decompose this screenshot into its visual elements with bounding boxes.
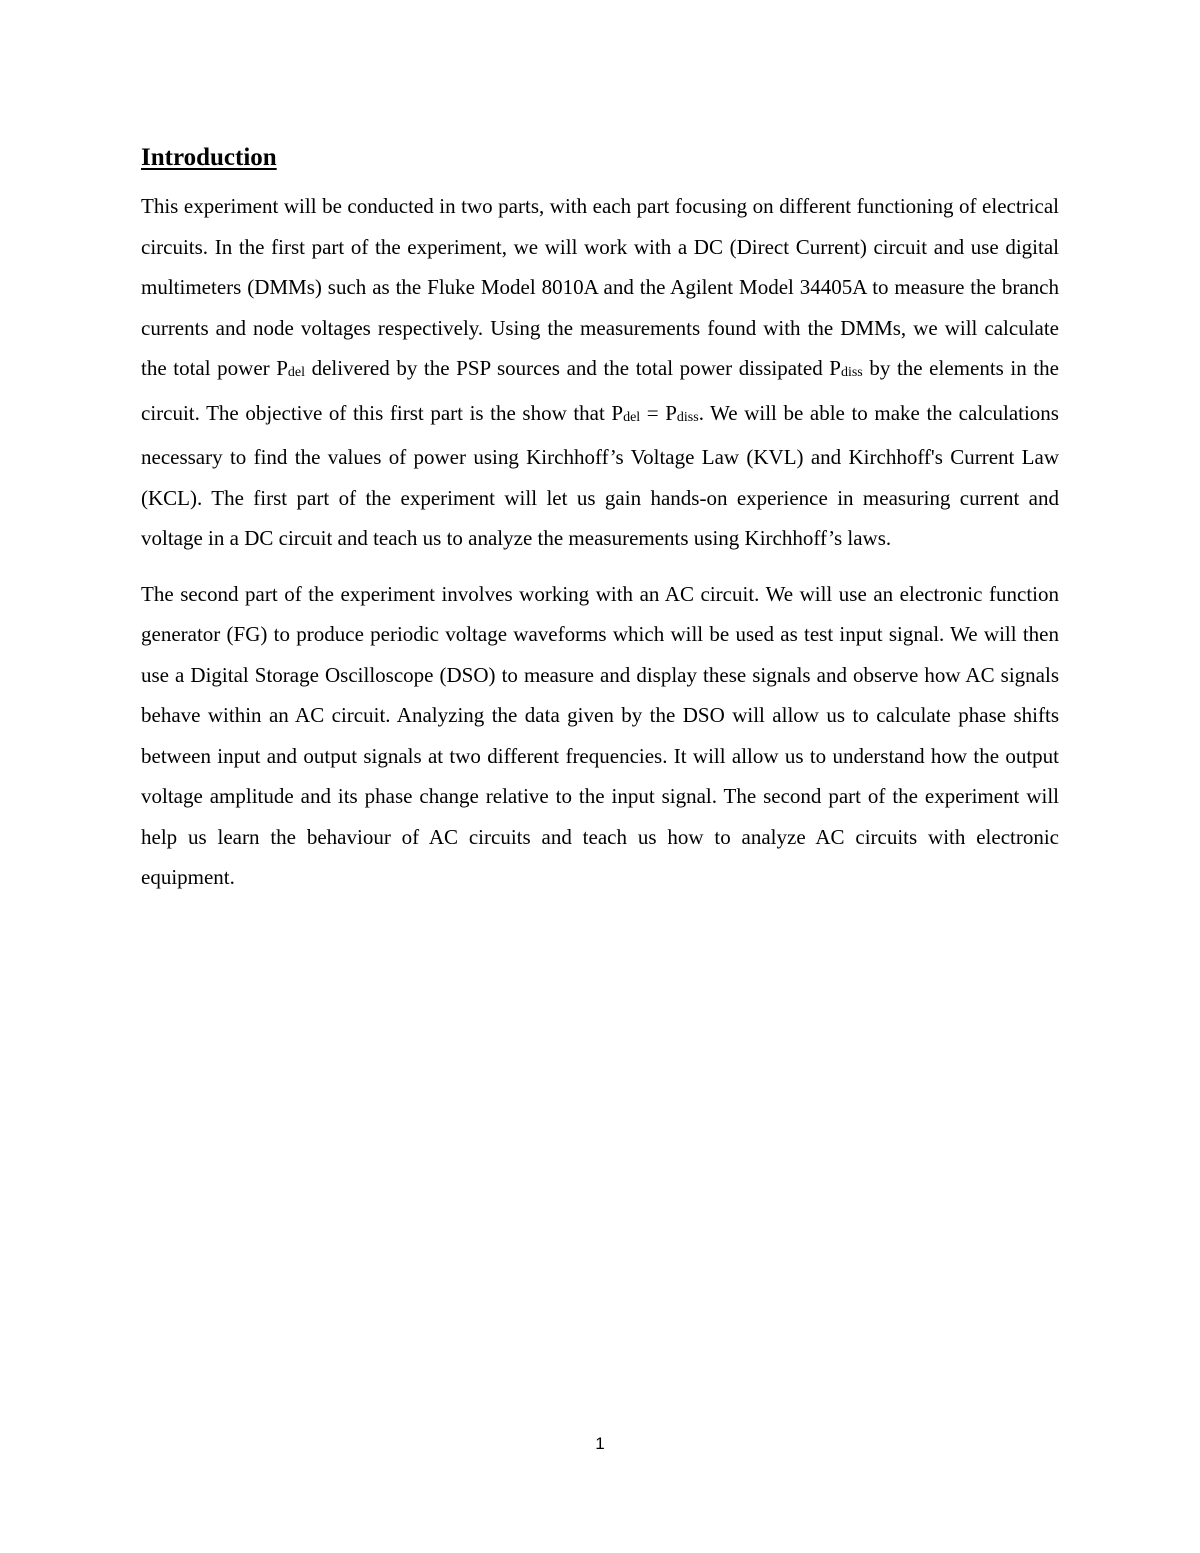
subscript-diss: diss: [840, 365, 863, 380]
paragraph-text-segment: by the elements in the circuit. The objective of this first part is the show that P: [141, 356, 1059, 425]
paragraph-dc-part: [141, 186, 1059, 559]
paragraph-text-segment: This experiment will be conducted in two parts, with each part focusing on different functioning of electrical circuits. In the first part of the experiment, we will work with a DC (Direct Current) circuit and use digital multimeters (DMMs) such as the Fluke Model 8010A and the Agilent Model 34405A to measure the branch currents and node voltages respectively. Using the measurements found with the DMMs, we will calculate the total power P: [141, 194, 1059, 380]
subscript-del: del: [623, 409, 641, 425]
paragraph-ac-part: The second part of the experiment involves working with an AC circuit. We will use an electronic function generator (FG) to produce periodic voltage waveforms which will be used as test input signal. We will then use a Digital Storage Oscilloscope (DSO) to measure and display these signals and observe how AC signals behave within an AC circuit. Analyzing the data given by the DSO will allow us to calculate phase shifts between input and output signals at two different frequencies. It will allow us to understand how the output voltage amplitude and its phase change relative to the input signal. The second part of the experiment will help us learn the behaviour of AC circuits and teach us how to analyze AC circuits with electronic equipment.: [141, 581, 1059, 889]
paragraph-text-segment: . We will be able to make the calculations necessary to find the values of power using Kirchhoff’s Voltage Law (KVL) and Kirchhoff's Current Law (KCL). The first part of the experiment will let us gain hands-on experience in measuring current and voltage in a DC circuit and teach us to analyze the measurements using Kirchhoff’s laws.: [141, 400, 1059, 550]
section-heading: Introduction: [141, 144, 277, 171]
page-number: 1: [595, 1434, 605, 1453]
subscript-diss: diss: [676, 409, 699, 425]
subscript-del: del: [287, 365, 306, 380]
page-content: [141, 140, 1059, 898]
paragraph-text-segment: = P: [640, 400, 677, 425]
paragraph-text-segment: delivered by the PSP sources and the total power dissipated P: [305, 356, 841, 380]
